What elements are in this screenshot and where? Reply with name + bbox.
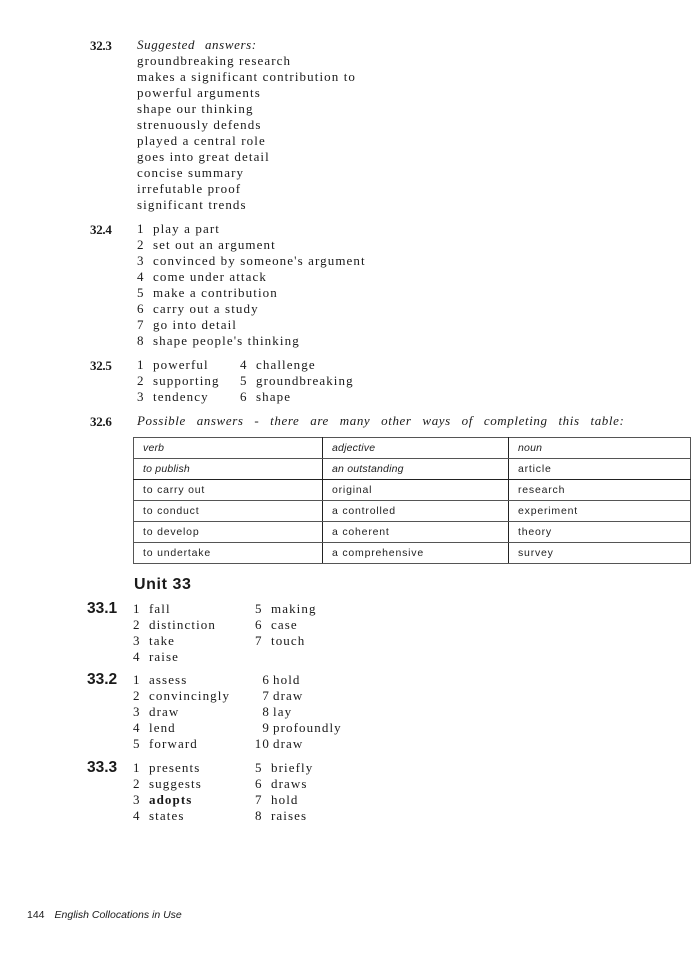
table-example-row: [134, 459, 691, 480]
answer-item: 6 hold: [262, 672, 301, 687]
answer-item: 3 adopts: [133, 792, 193, 807]
table-row: [134, 480, 691, 501]
answer-item: 8 shape people's thinking: [137, 333, 300, 348]
unit-heading: Unit 33: [134, 576, 192, 593]
answer-item: 6 case: [255, 617, 298, 632]
answer-table: [133, 437, 691, 564]
answer-item: 10 draw: [254, 736, 304, 751]
answer-item: 3 take: [133, 633, 176, 648]
answer-line: goes into great detail: [137, 149, 270, 164]
answer-item: 7 go into detail: [137, 317, 237, 332]
exercise-label-33-1: 33.1: [87, 600, 118, 617]
answer-item: 1 play a part: [137, 221, 220, 236]
table-row: [134, 501, 691, 522]
answer-item: 5 briefly: [255, 760, 314, 775]
table-cell: a controlled: [323, 501, 509, 522]
answer-item: 5 make a contribution: [137, 285, 278, 300]
exercise-label-33-2: 33.2: [87, 671, 118, 688]
exercise-label-32-5: 32.5: [90, 358, 112, 373]
exercise-label-32-3: 32.3: [90, 38, 112, 53]
answer-item: 5 forward: [133, 736, 198, 751]
table-row: [134, 543, 691, 564]
table-row: [134, 522, 691, 543]
answer-line: significant trends: [137, 197, 247, 212]
table-cell: to develop: [134, 522, 323, 543]
table-cell: theory: [509, 522, 691, 543]
answer-item: 3 tendency: [137, 389, 209, 404]
table-cell: to publish: [134, 459, 323, 480]
answer-item: 4 raise: [133, 649, 180, 664]
header-verb: verb: [134, 438, 323, 459]
exercise-label-33-3: 33.3: [87, 759, 118, 776]
answer-item: 3 draw: [133, 704, 180, 719]
table-cell: article: [509, 459, 691, 480]
answer-line: makes a significant contribution to: [137, 69, 357, 84]
table-cell: experiment: [509, 501, 691, 522]
answer-item: 1 powerful: [137, 357, 209, 372]
answer-line: played a central role: [137, 133, 266, 148]
answer-item: 1 presents: [133, 760, 201, 775]
table-cell: survey: [509, 543, 691, 564]
answer-item: 5 making: [255, 601, 317, 616]
answer-item: 8 lay: [262, 704, 293, 719]
table-cell: to undertake: [134, 543, 323, 564]
answer-item: 4 states: [133, 808, 185, 823]
answer-item: 2 supporting: [137, 373, 220, 388]
answer-item: 2 convincingly: [133, 688, 231, 703]
exercise-label-32-6: 32.6: [90, 414, 112, 429]
header-noun: noun: [509, 438, 691, 459]
answer-item: 4 lend: [133, 720, 176, 735]
answer-item: 2 set out an argument: [137, 237, 276, 252]
answer-item: 6 draws: [255, 776, 308, 791]
header-adjective: adjective: [323, 438, 509, 459]
book-title: English Collocations in Use: [54, 909, 182, 921]
answer-item: 9 profoundly: [262, 720, 342, 735]
table-cell: research: [509, 480, 691, 501]
answer-item: 2 suggests: [133, 776, 202, 791]
answer-line: groundbreaking research: [137, 53, 292, 68]
table-cell: an outstanding: [323, 459, 509, 480]
answer-item: 8 raises: [255, 808, 308, 823]
exercise-label-32-4: 32.4: [90, 222, 112, 237]
answer-item: 1 assess: [133, 672, 188, 687]
exercise-intro-32-3: Suggested answers:: [137, 37, 257, 52]
answer-item: 6 carry out a study: [137, 301, 259, 316]
page-footer: [27, 909, 182, 921]
answer-line: concise summary: [137, 165, 245, 180]
answer-line: shape our thinking: [137, 101, 254, 116]
answer-item: 3 convinced by someone's argument: [137, 253, 366, 268]
answer-line: powerful arguments: [137, 85, 261, 100]
answer-item: 5 groundbreaking: [240, 373, 354, 388]
answer-item: 1 fall: [133, 601, 171, 616]
answer-item: 6 shape: [240, 389, 292, 404]
table-cell: to carry out: [134, 480, 323, 501]
answer-line: irrefutable proof: [137, 181, 242, 196]
table-header-row: [134, 438, 691, 459]
table-cell: a comprehensive: [323, 543, 509, 564]
page-number: 144: [27, 909, 45, 921]
answer-item: 4 challenge: [240, 357, 316, 372]
table-cell: to conduct: [134, 501, 323, 522]
table-cell: original: [323, 480, 509, 501]
answer-item: 7 touch: [255, 633, 306, 648]
exercise-intro-32-6: Possible answers - there are many other ways of completing this table:: [137, 413, 625, 428]
answer-item: 7 hold: [255, 792, 299, 807]
table-cell: a coherent: [323, 522, 509, 543]
answer-item: 7 draw: [262, 688, 304, 703]
answer-line: strenuously defends: [137, 117, 262, 132]
answer-item: 2 distinction: [133, 617, 216, 632]
answer-item: 4 come under attack: [137, 269, 267, 284]
